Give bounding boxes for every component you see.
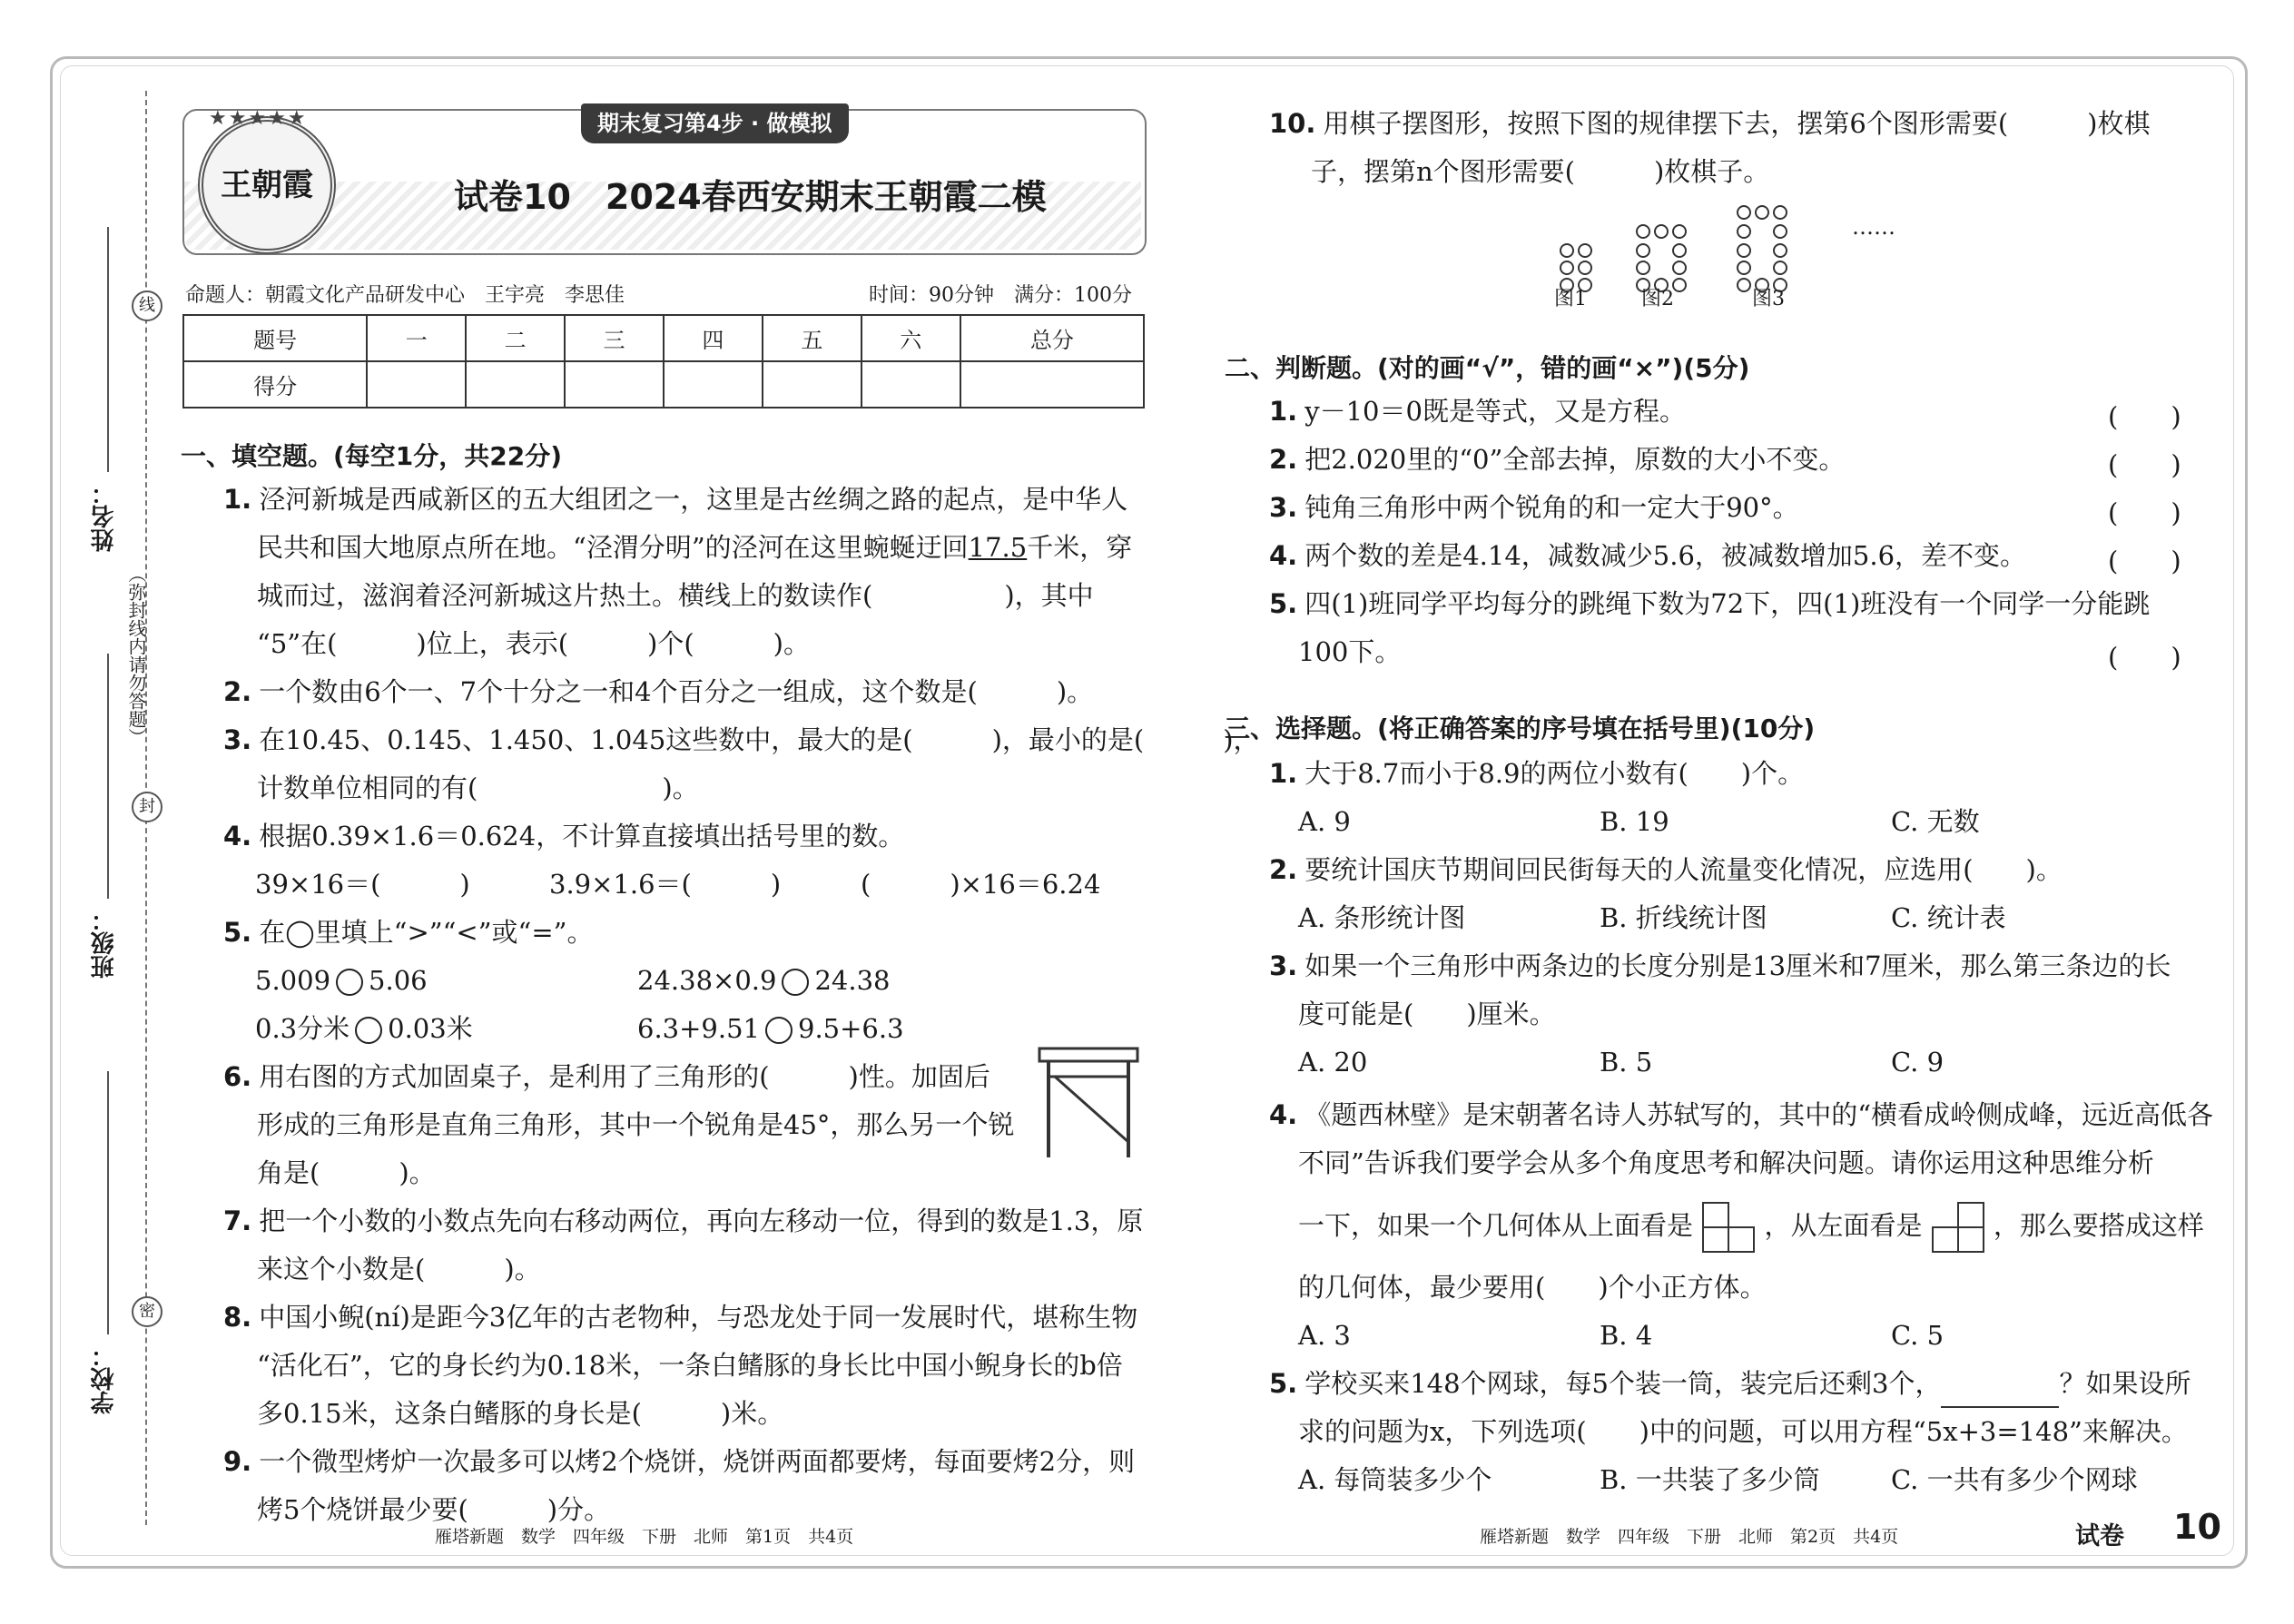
stone — [1672, 224, 1687, 239]
s3-q2-option-b[interactable]: B. 折线统计图 — [1600, 902, 1767, 933]
s1-q2: 2. 一个数由6个一、7个十分之一和4个百分之一组成，这个数是( )。 — [223, 676, 1094, 707]
s1-q6-line2: 形成的三角形是直角三角形，其中一个锐角是45°，那么另一个锐 — [257, 1109, 1015, 1140]
s3-q5-option-c[interactable]: C. 一共有多少个网球 — [1891, 1464, 2138, 1495]
s1-q4-line1: 4. 根据0.39×1.6＝0.624，不计算直接填出括号里的数。 — [223, 821, 905, 851]
name-field-line[interactable] — [107, 227, 109, 472]
s2-item3-answer[interactable]: ( ) — [2108, 497, 2181, 528]
s1-q1-line1: 1. 泾河新城是西咸新区的五大组团之一，这里是古丝绸之路的起点，是中华人 — [223, 484, 1128, 515]
fig-ellipsis: …… — [1852, 214, 1895, 240]
s2-item3: 3. 钝角三角形中两个锐角的和一定大于90°。 — [1269, 492, 1799, 523]
s3-q4-option-b[interactable]: B. 4 — [1600, 1320, 1653, 1351]
class-label: 班级： — [91, 908, 118, 979]
s1-q4-c: ( )×16＝6.24 — [861, 869, 1101, 900]
s2-item2-answer[interactable]: ( ) — [2108, 449, 2181, 480]
s2-item1: 1. y－10＝0既是等式，又是方程。 — [1269, 396, 1686, 427]
s1-q7-line2: 来这个小数是( )。 — [257, 1254, 541, 1284]
s1-q10-line1: 10. 用棋子摆图形，按照下图的规律摆下去，摆第6个图形需要( )枚棋 — [1269, 108, 2151, 139]
score-cell[interactable] — [466, 361, 565, 408]
s1-q9-line1: 9. 一个微型烤炉一次最多可以烤2个烧饼，烧饼两面都要烤，每面要烤2分，则 — [223, 1446, 1136, 1477]
stone — [1737, 243, 1751, 258]
s3-q5-option-a[interactable]: A. 每筒装多少个 — [1298, 1464, 1492, 1495]
s1-q8-line2: “活化石”，它的身长约为0.18米，一条白鳍豚的身长比中国小鲵身长的b倍 — [257, 1350, 1123, 1381]
underlined-number: 17.5 — [968, 532, 1028, 563]
s1-q4-a: 39×16＝( ) — [255, 869, 470, 900]
compare-circle[interactable] — [355, 1017, 382, 1044]
class-field-line[interactable] — [107, 654, 109, 899]
s3-q3-option-c[interactable]: C. 9 — [1891, 1047, 1944, 1078]
footer-right: 雁塔新题 数学 四年级 下册 北师 第2页 共4页 — [1480, 1527, 1899, 1547]
score-col-5: 五 — [763, 315, 861, 361]
name-label: 姓名： — [91, 481, 118, 552]
score-table — [182, 314, 1145, 408]
s1-q5-line1: 5. 在◯里填上“>”“<”或“=”。 — [223, 917, 594, 948]
stone — [1737, 224, 1751, 239]
s3-q3-line1: 3. 如果一个三角形中两条边的长度分别是13厘米和7厘米，那么第三条边的长 — [1269, 950, 2171, 981]
score-col-6: 六 — [861, 315, 960, 361]
score-col-4: 四 — [664, 315, 763, 361]
stone — [1773, 261, 1787, 275]
s1-q5-c: 0.3分米 0.03米 — [255, 1013, 473, 1044]
s1-q6-line3: 角是( )。 — [257, 1157, 436, 1188]
compare-circle[interactable] — [782, 969, 809, 996]
s3-q5-line1: 5. 学校买来148个网球，每5个装一筒，装完后还剩3个， ？如果设所 — [1269, 1360, 2191, 1408]
stone — [1560, 243, 1574, 258]
stone — [1773, 224, 1787, 239]
stone — [1654, 224, 1669, 239]
s2-item4: 4. 两个数的差是4.14，减数减少5.6，被减数增加5.6，差不变。 — [1269, 540, 2027, 571]
logo-seal — [198, 116, 336, 254]
table-brace-figure — [1035, 1044, 1144, 1162]
s1-q5-d: 6.3+9.51 9.5+6.3 — [637, 1013, 904, 1044]
stone — [1737, 278, 1751, 292]
s1-q9-line2: 烤5个烧饼最少要( )分。 — [257, 1494, 611, 1525]
s2-item1-answer[interactable]: ( ) — [2108, 401, 2181, 432]
binding-mark-xian: 线 — [132, 290, 162, 321]
school-field-line[interactable] — [107, 1071, 109, 1334]
stone — [1755, 205, 1769, 220]
score-cell[interactable] — [367, 361, 466, 408]
s3-q4-line2: 不同”告诉我们要学会从多个角度思考和解决问题。请你运用这种思维分析 — [1298, 1147, 2154, 1178]
s3-q1-option-b[interactable]: B. 19 — [1600, 806, 1669, 837]
top-view-figure — [1701, 1201, 1756, 1254]
score-cell[interactable] — [861, 361, 960, 408]
score-cell[interactable] — [565, 361, 664, 408]
score-table-score-row — [183, 361, 1144, 408]
step-badge: 期末复习第4步 · 做模拟 — [581, 103, 849, 143]
fig3-label: 图3 — [1752, 288, 1785, 310]
s1-q5-a: 5.009 5.06 — [255, 965, 428, 996]
s1-q3-line1: 3. 在10.45、0.145、1.450、1.045这些数中，最大的是( )，最小的是( )， — [223, 724, 1260, 755]
score-row-label: 得分 — [183, 361, 367, 408]
stone — [1636, 261, 1650, 275]
compare-circle[interactable] — [336, 969, 363, 996]
paper-label: 试卷 — [2075, 1522, 2124, 1550]
s3-q1-option-a[interactable]: A. 9 — [1298, 806, 1351, 837]
s1-q8-line1: 8. 中国小鲵(ní)是距今3亿年的古老物种，与恐龙处于同一发展时代，堪称生物 — [223, 1302, 1138, 1333]
binding-note: （弥封线内请勿答题） — [125, 565, 147, 746]
s1-q5-b: 24.38×0.9 24.38 — [637, 965, 891, 996]
s3-q4-line3: 一下，如果一个几何体从上面看是 ，从左面看是 ，那么要搭成这样 — [1298, 1201, 2204, 1254]
fig2-label: 图2 — [1641, 288, 1674, 310]
s3-q1: 1. 大于8.7而小于8.9的两位小数有( )个。 — [1269, 758, 1805, 789]
section3-title: 三、选择题。(将正确答案的序号填在括号里)(10分) — [1225, 714, 1816, 743]
stone — [1560, 261, 1574, 275]
s2-item5-line2: 100下。 — [1298, 636, 1402, 667]
stone — [1773, 243, 1787, 258]
s1-q8-line3: 多0.15米，这条白鳍豚的身长是( )米。 — [257, 1398, 784, 1429]
footer-left: 雁塔新题 数学 四年级 下册 北师 第1页 共4页 — [435, 1527, 854, 1547]
s3-q4-option-c[interactable]: C. 5 — [1891, 1320, 1944, 1351]
logo-text: 王朝霞 — [221, 167, 313, 203]
section2-title: 二、判断题。(对的画“√”，错的画“×”)(5分) — [1225, 353, 1750, 383]
s3-q3-option-b[interactable]: B. 5 — [1600, 1047, 1653, 1078]
school-label: 学校： — [91, 1343, 118, 1414]
s2-item2: 2. 把2.020里的“0”全部去掉，原数的大小不变。 — [1269, 444, 1846, 475]
s1-q6-line1: 6. 用右图的方式加固桌子，是利用了三角形的( )性。加固后 — [223, 1061, 990, 1092]
s3-q1-option-c[interactable]: C. 无数 — [1891, 806, 1980, 837]
stone — [1672, 243, 1687, 258]
authors: 命题人：朝霞文化产品研发中心 王宇亮 李思佳 — [185, 284, 625, 307]
stone — [1672, 278, 1687, 292]
compare-circle[interactable] — [765, 1017, 793, 1044]
paper-title: 试卷10 2024春西安期末王朝霞二模 — [454, 177, 1047, 217]
fig1-label: 图1 — [1554, 288, 1587, 310]
s3-q5-line2: 求的问题为x，下列选项( )中的问题，可以用方程“5x+3=148”来解决。 — [1298, 1416, 2188, 1447]
s3-q4-line1: 4. 《题西林壁》是宋朝著名诗人苏轼写的，其中的“横看成岭侧成峰，远近高低各 — [1269, 1099, 2214, 1130]
s2-item5-line1: 5. 四(1)班同学平均每分的跳绳下数为72下，四(1)班没有一个同学一分能跳 — [1269, 588, 2151, 619]
stone — [1578, 243, 1592, 258]
stone — [1636, 243, 1650, 258]
score-col-label: 题号 — [183, 315, 367, 361]
s2-item5-answer[interactable]: ( ) — [2108, 642, 2181, 673]
stone — [1773, 205, 1787, 220]
s3-q2-option-a[interactable]: A. 条形统计图 — [1298, 902, 1466, 933]
s1-q1-line3: 城而过，滋润着泾河新城这片热土。横线上的数读作( )，其中 — [257, 580, 1094, 611]
s1-q3-line2: 计数单位相同的有( )。 — [257, 773, 699, 803]
s3-q4-line4: 的几何体，最少要用( )个小正方体。 — [1298, 1272, 1767, 1303]
s1-q4-b: 3.9×1.6＝( ) — [549, 869, 782, 900]
s3-q5-option-b[interactable]: B. 一共装了多少筒 — [1600, 1464, 1820, 1495]
s2-item4-answer[interactable]: ( ) — [2108, 546, 2181, 576]
score-col-total: 总分 — [960, 315, 1144, 361]
score-table-header-row — [183, 315, 1144, 361]
section1-title: 一、填空题。(每空1分，共22分) — [181, 441, 563, 471]
logo-stars: ★★★★★ — [209, 107, 308, 130]
stone — [1636, 224, 1650, 239]
binding-mark-feng: 封 — [132, 792, 162, 822]
score-col-1: 一 — [367, 315, 466, 361]
stone — [1737, 261, 1751, 275]
s1-q10-line2: 子，摆第n个图形需要( )枚棋子。 — [1311, 156, 1770, 187]
s3-q4-option-a[interactable]: A. 3 — [1298, 1320, 1351, 1351]
s3-q2: 2. 要统计国庆节期间回民街每天的人流量变化情况，应选用( )。 — [1269, 854, 2063, 885]
score-cell[interactable] — [664, 361, 763, 408]
question-blank[interactable] — [1941, 1379, 2059, 1408]
s3-q3-option-a[interactable]: A. 20 — [1298, 1047, 1368, 1078]
left-view-figure — [1931, 1201, 1985, 1254]
time-score: 时间：90分钟 满分：100分 — [869, 284, 1132, 307]
stone — [1737, 205, 1751, 220]
s1-q1-line2: 民共和国大地原点所在地。“泾渭分明”的泾河在这里蜿蜒迂回17.5千米，穿 — [257, 532, 1133, 563]
score-col-3: 三 — [565, 315, 664, 361]
score-cell[interactable] — [763, 361, 861, 408]
paper-number: 10 — [2173, 1507, 2221, 1547]
score-col-2: 二 — [466, 315, 565, 361]
s3-q3-line2: 度可能是( )厘米。 — [1298, 999, 1556, 1029]
binding-mark-mi: 密 — [132, 1296, 162, 1327]
stone — [1578, 261, 1592, 275]
score-cell[interactable] — [960, 361, 1144, 408]
s1-q7-line1: 7. 把一个小数的小数点先向右移动两位，再向左移动一位，得到的数是1.3，原 — [223, 1206, 1144, 1236]
stone — [1672, 261, 1687, 275]
s3-q2-option-c[interactable]: C. 统计表 — [1891, 902, 2006, 933]
s1-q1-line4: “5”在( )位上，表示( )个( )。 — [257, 628, 810, 659]
